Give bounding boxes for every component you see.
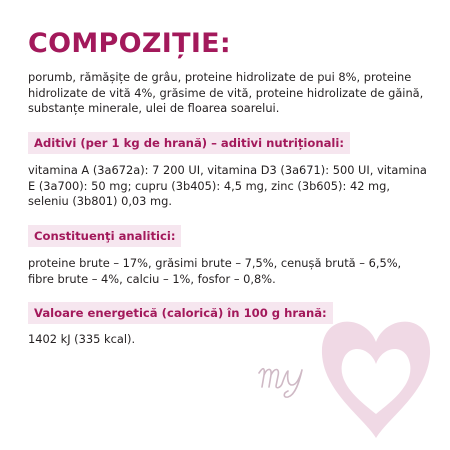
energy-heading: Valoare energetică (calorică) în 100 g hrană:	[34, 306, 327, 320]
heart-icon	[320, 312, 432, 440]
analytical-heading-band	[28, 225, 181, 247]
analytical-text: proteine brute – 17%, grăsimi brute – 7,5%, cenușă brută – 6,5%, fibre brute – 4%, calciu – 1%, fosfor – 0,8%.	[28, 256, 402, 286]
energy-heading-band	[28, 302, 333, 324]
additives-heading: Aditivi (per 1 kg de hrană) – aditivi nutriționali:	[34, 136, 344, 150]
composition-text: porumb, rămășițe de grâu, proteine hidrolizate de pui 8%, proteine hidrolizate de vită 4%, grăsime de vită, proteine hidrolizate de găină, substanțe minerale, ulei de floarea soarelui.	[28, 70, 424, 116]
analytical-heading: Constituenţi analitici:	[34, 229, 176, 243]
page-title: COMPOZIȚIE:	[28, 28, 232, 59]
my-logo-script	[255, 355, 330, 400]
additives-text: vitamina A (3a672a): 7 200 UI, vitamina D3 (3a671): 500 UI, vitamina E (3a700): 50 mg; cupru (3b405): 4,5 mg, zinc (3b605): 42 mg, seleniu (3b801) 0,03 mg.	[28, 163, 427, 209]
additives-heading-band	[28, 132, 350, 154]
energy-text: 1402 kJ (335 kcal).	[28, 332, 136, 346]
